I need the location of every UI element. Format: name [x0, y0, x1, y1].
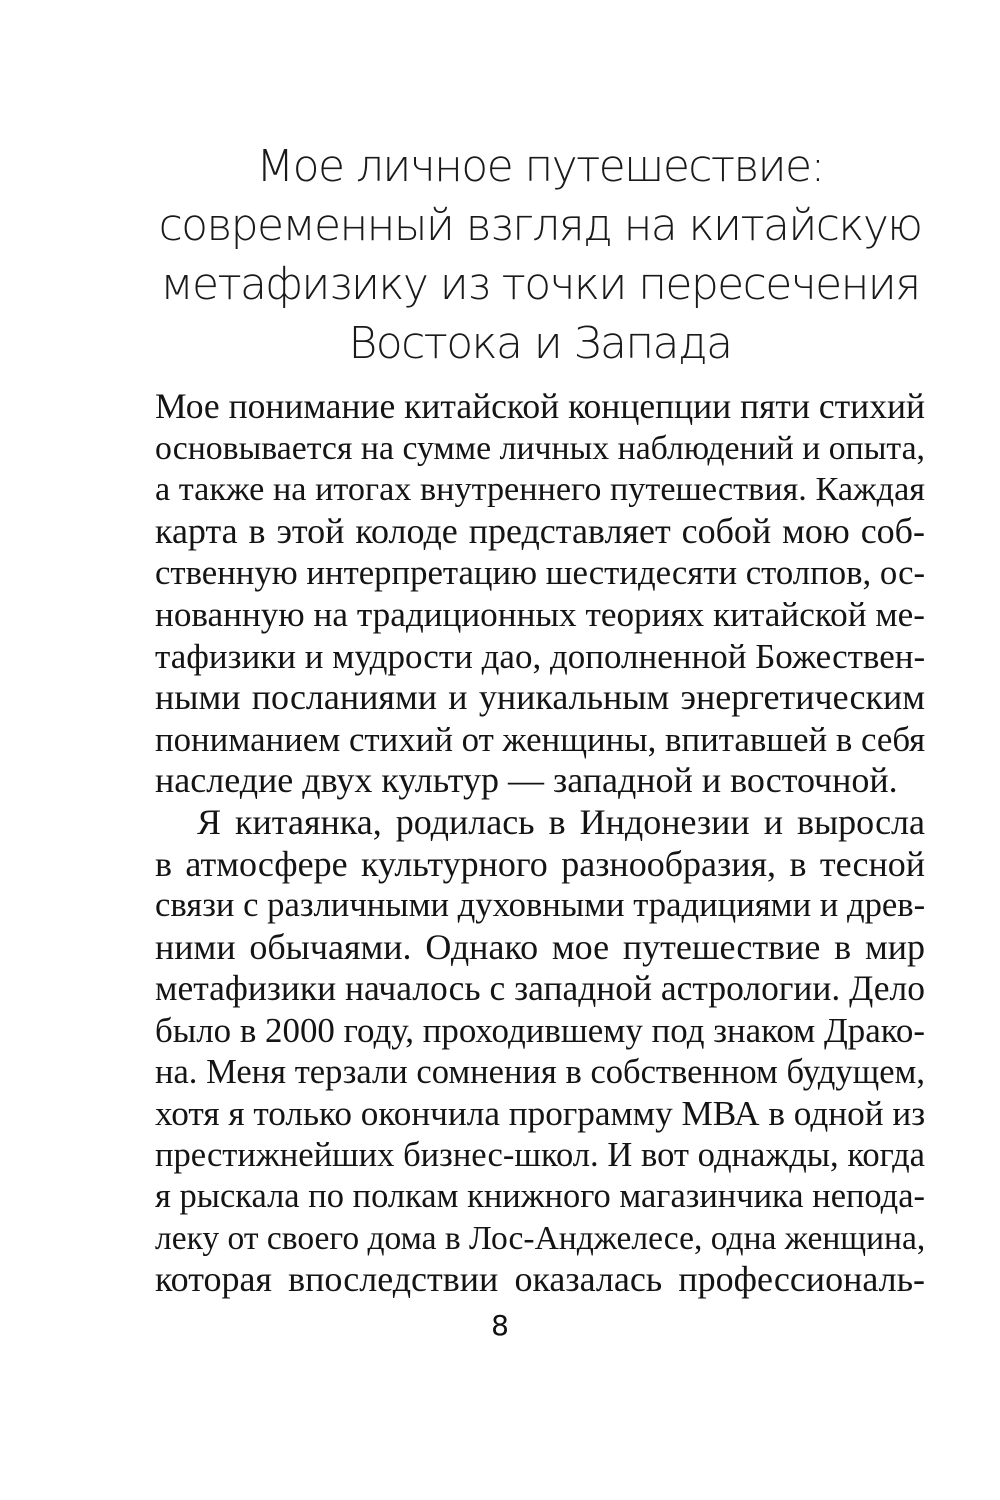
- text-line: карта в этой колоде представляет собой мою соб-: [155, 510, 925, 551]
- text-line: основывается на сумме личных наблюдений и опыта,: [155, 429, 925, 467]
- text-line: которая впоследствии оказалась профессиональ-: [155, 1259, 925, 1300]
- text-line: наследие двух культур — западной и восточной.: [155, 760, 898, 801]
- chapter-title-line: современный взгляд на китайскую: [158, 200, 922, 251]
- text-line: хотя я только окончила программу МВА в одной из: [155, 1094, 926, 1134]
- text-line: тафизики и мудрости дао, дополненной Божествен-: [155, 636, 926, 676]
- text-line: престижнейших бизнес-школ. И вот однажды, когда: [155, 1135, 925, 1174]
- text-line: а также на итогах внутреннего путешествия. Каждая: [155, 471, 925, 509]
- chapter-title-line: метафизику из точки пересечения: [160, 259, 920, 310]
- chapter-title-line: Мое личное путешествие:: [256, 141, 824, 192]
- text-line: связи с различными духовными традициями и древ-: [155, 886, 926, 925]
- text-line: в атмосфере культурного разнообразия, в тесной: [155, 843, 925, 884]
- chapter-title: [150, 137, 930, 373]
- text-line: на. Меня терзали сомнения в собственном будущем,: [155, 1052, 925, 1091]
- paragraph-2: [155, 802, 925, 1301]
- text-line: ними обычаями. Однако мое путешествие в мир: [155, 926, 925, 967]
- page-number: 8: [491, 1309, 509, 1342]
- text-line: я рыскала по полкам книжного магазинчика непода-: [155, 1177, 925, 1216]
- paragraph-1: [155, 386, 925, 802]
- text-line: пониманием стихий от женщины, впитавшей в себя: [155, 719, 926, 759]
- text-line: было в 2000 году, проходившему под знаком Драко-: [155, 1010, 925, 1050]
- text-line: метафизики началось с западной астрологии. Дело: [155, 968, 925, 1009]
- text-line: леку от своего дома в Лос-Анджелесе, одна женщина,: [155, 1219, 926, 1257]
- body-text: [155, 386, 925, 1301]
- chapter-title-line: Востока и Запада: [348, 318, 732, 369]
- text-line: Мое понимание китайской концепции пяти стихий: [155, 386, 925, 426]
- text-line: Я китаянка, родилась в Индонезии и выросла: [197, 801, 925, 842]
- text-line: ными посланиями и уникальным энергетическим: [155, 677, 925, 718]
- text-line: нованную на традиционных теориях китайской ме-: [155, 594, 925, 634]
- text-line: ственную интерпретацию шестидесяти столпов, ос-: [155, 553, 926, 593]
